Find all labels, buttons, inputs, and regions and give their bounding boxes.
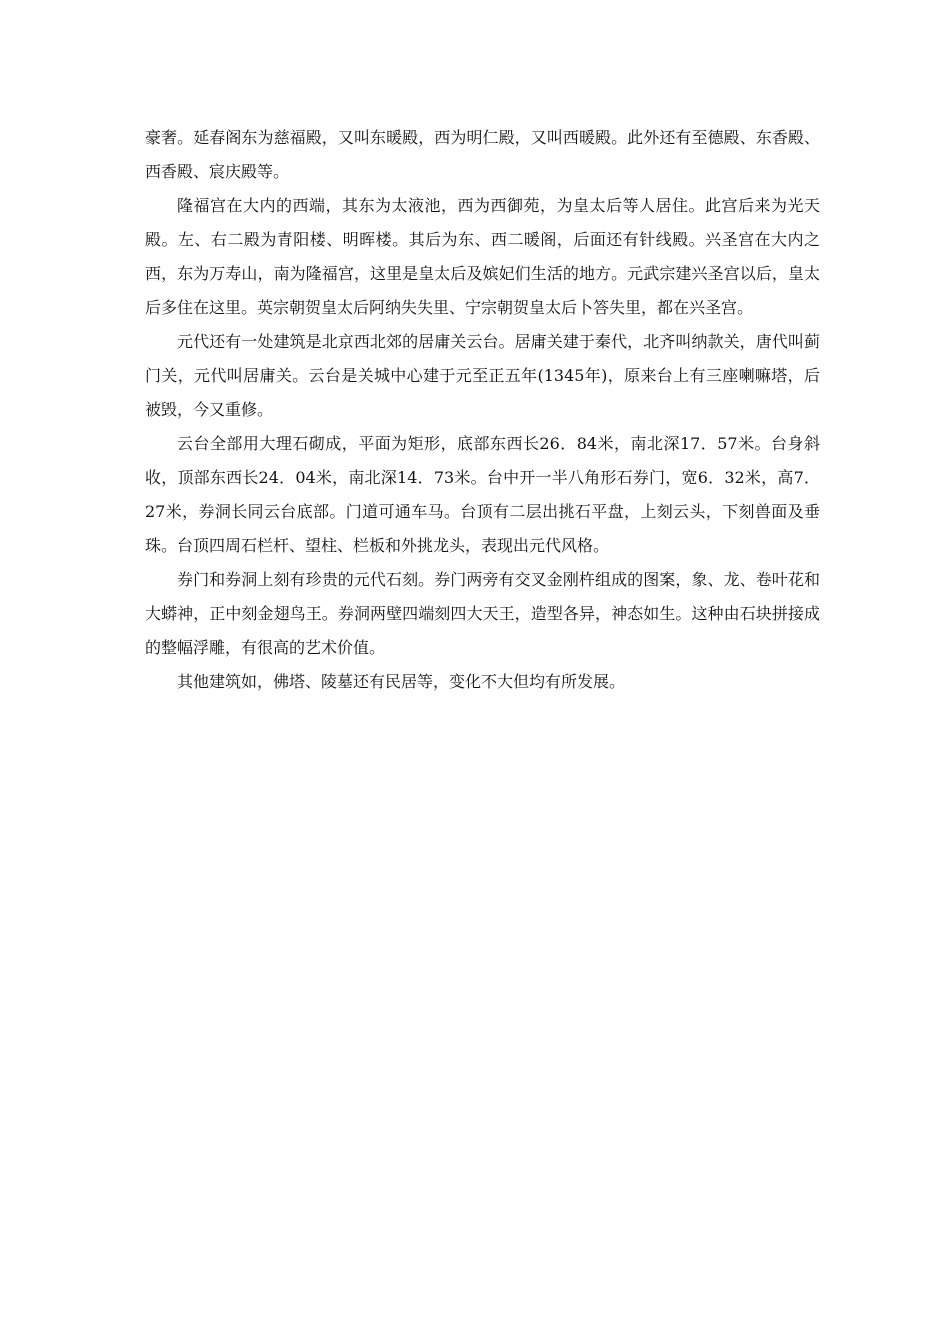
paragraph-1-continued: 豪奢。延春阁东为慈福殿，又叫东暖殿，西为明仁殿，又叫西暖殿。此外还有至德殿、东香殿、西香殿、宸庆殿等。 (145, 128, 820, 181)
paragraph-juyongguan-cloud-platform: 元代还有一处建筑是北京西北郊的居庸关云台。居庸关建于秦代，北齐叫纳款关，唐代叫蓟门关，元代叫居庸关。云台是关城中心建于元至正五年(1345年)，原来台上有三座喇嘛塔，后被毁，今又重修。 (145, 332, 820, 419)
paragraph-longfu-palace: 隆福宫在大内的西端，其东为太液池，西为西御苑，为皇太后等人居住。此宫后来为光天殿。左、右二殿为青阳楼、明晖楼。其后为东、西二暖阁，后面还有针线殿。兴圣宫在大内之西，东为万寿山，南为隆福宫，这里是皇太后及嫔妃们生活的地方。元武宗建兴圣宫以后，皇太后多住在这里。英宗朝贺皇太后阿纳失失里、宁宗朝贺皇太后卜答失里，都在兴圣宫。 (145, 196, 820, 317)
paragraph-stone-carvings: 券门和券洞上刻有珍贵的元代石刻。券门两旁有交叉金刚杵组成的图案，象、龙、卷叶花和大蟒神，正中刻金翅鸟王。券洞两壁四端刻四大天王，造型各异，神态如生。这种由石块拼接成的整幅浮雕，有很高的艺术价值。 (145, 570, 820, 657)
paragraph-other-buildings: 其他建筑如，佛塔、陵墓还有民居等，变化不大但均有所发展。 (177, 672, 626, 691)
paragraph-cloud-platform-dimensions: 云台全部用大理石砌成，平面为矩形，底部东西长26．84米，南北深17．57米。台身斜收，顶部东西长24．04米，南北深14．73米。台中开一半八角形石券门，宽6．32米，高7．27米，券洞长同云台底部。门道可通车马。台顶有二层出挑石平盘，上刻云头，下刻兽面及垂珠。台顶四周石栏杆、望柱、栏板和外挑龙头，表现出元代风格。 (145, 434, 820, 555)
document-body (145, 121, 820, 699)
